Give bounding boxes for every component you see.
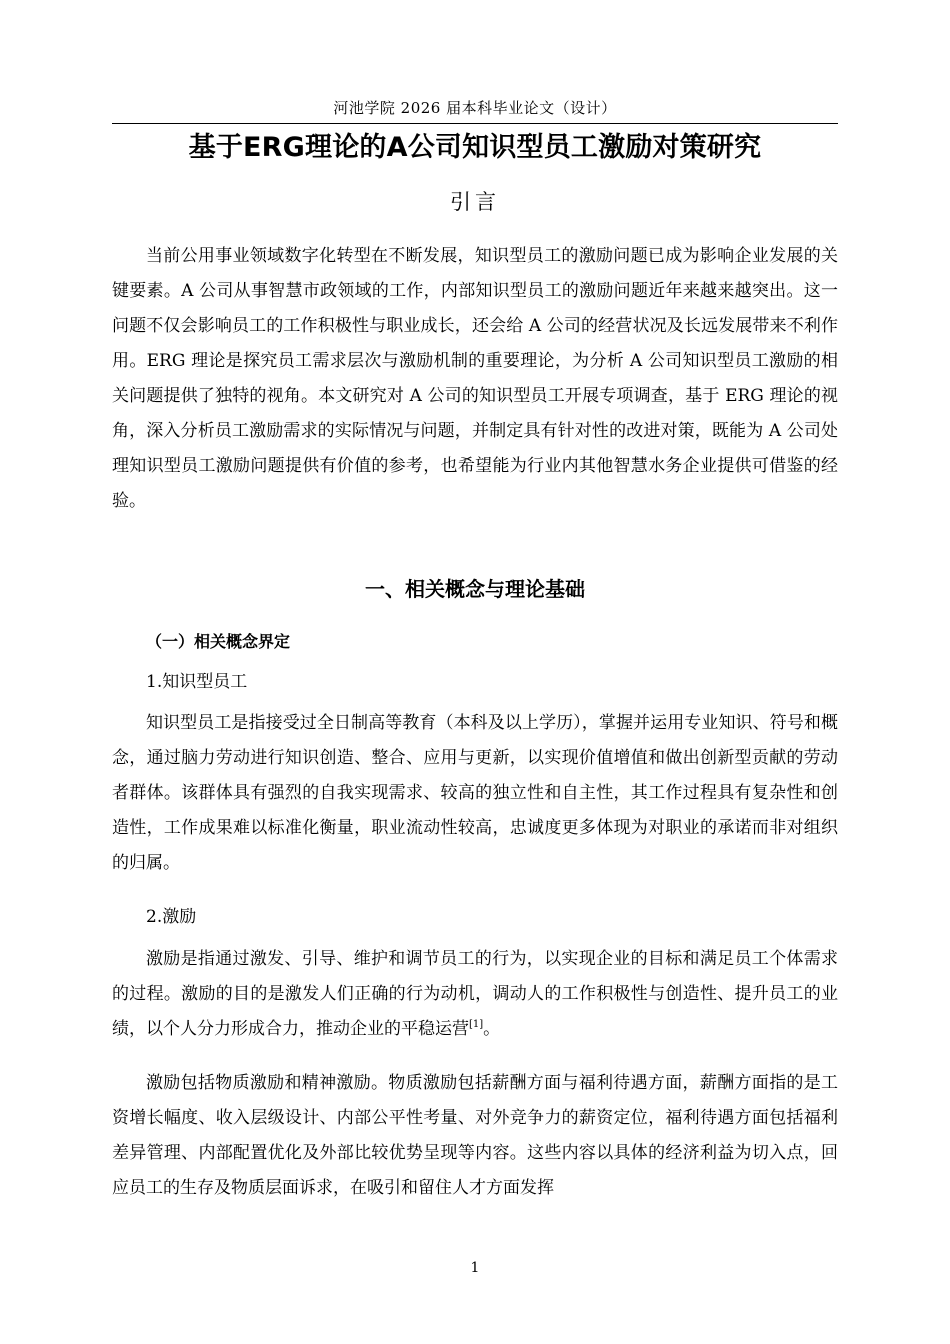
item-1-label: 1.知识型员工 xyxy=(146,672,248,692)
intro-paragraph: 当前公用事业领域数字化转型在不断发展，知识型员工的激励问题已成为影响企业发展的关键要素。A 公司从事智慧市政领域的工作，内部知识型员工的激励问题近年来越来越突出。这一问题不仅会影响员工的工作积极性与职业成长，还会给 A 公司的经营状况及长远发展带来不利作用。ERG 理论是探究员工需求层次与激励机制的重要理论，为分析 A 公司知识型员工激励的相关问题提供了独特的视角。本文研究对 A 公司的知识型员工开展专项调查，基于 ERG 理论的视角，深入分析员工激励需求的实际情况与问题，并制定具有针对性的改进对策，既能为 A 公司处理知识型员工激励问题提供有价值的参考，也希望能为行业内其他智慧水务企业提供可借鉴的经验。 xyxy=(112,246,838,511)
citation-reference: [1] xyxy=(469,1019,484,1030)
item-2-label: 2.激励 xyxy=(146,907,197,927)
knowledge-worker-paragraph: 知识型员工是指接受过全日制高等教育（本科及以上学历），掌握并运用专业知识、符号和概念，通过脑力劳动进行知识创造、整合、应用与更新，以实现价值增值和做出创新型贡献的劳动者群体。该群体具有强烈的自我实现需求、较高的独立性和自主性，其工作过程具有复杂性和创造性，工作成果难以标准化衡量，职业流动性较高，忠诚度更多体现为对职业的承诺而非对组织的归属。 xyxy=(112,713,838,873)
incentive-definition-text: 激励是指通过激发、引导、维护和调节员工的行为，以实现企业的目标和满足员工个体需求的过程。激励的目的是激发人们正确的行为动机，调动人的工作积极性与创造性、提升员工的业绩，以个人分力形成合力，推动企业的平稳运营 xyxy=(112,949,838,1039)
incentive-definition-paragraph xyxy=(112,942,838,1047)
page-number: 1 xyxy=(470,1260,480,1276)
incentive-types-paragraph: 激励包括物质激励和精神激励。物质激励包括薪酬方面与福利待遇方面，薪酬方面指的是工资增长幅度、收入层级设计、内部公平性考量、对外竞争力的薪资定位，福利待遇方面包括福利差异管理、内部配置优化及外部比较优势呈现等内容。这些内容以具体的经济利益为切入点，回应员工的生存及物质层面诉求，在吸引和留住人才方面发挥 xyxy=(112,1073,838,1198)
header-rule xyxy=(112,123,838,124)
section-1-heading: 一、相关概念与理论基础 xyxy=(365,577,585,601)
paper-title: 基于ERG理论的A公司知识型员工激励对策研究 xyxy=(188,132,762,163)
incentive-definition-end: 。 xyxy=(483,1019,501,1039)
running-header: 河池学院 2026 届本科毕业论文（设计） xyxy=(333,99,617,117)
subsection-1-heading: （一）相关概念界定 xyxy=(146,632,291,651)
intro-heading: 引言 xyxy=(450,190,500,214)
